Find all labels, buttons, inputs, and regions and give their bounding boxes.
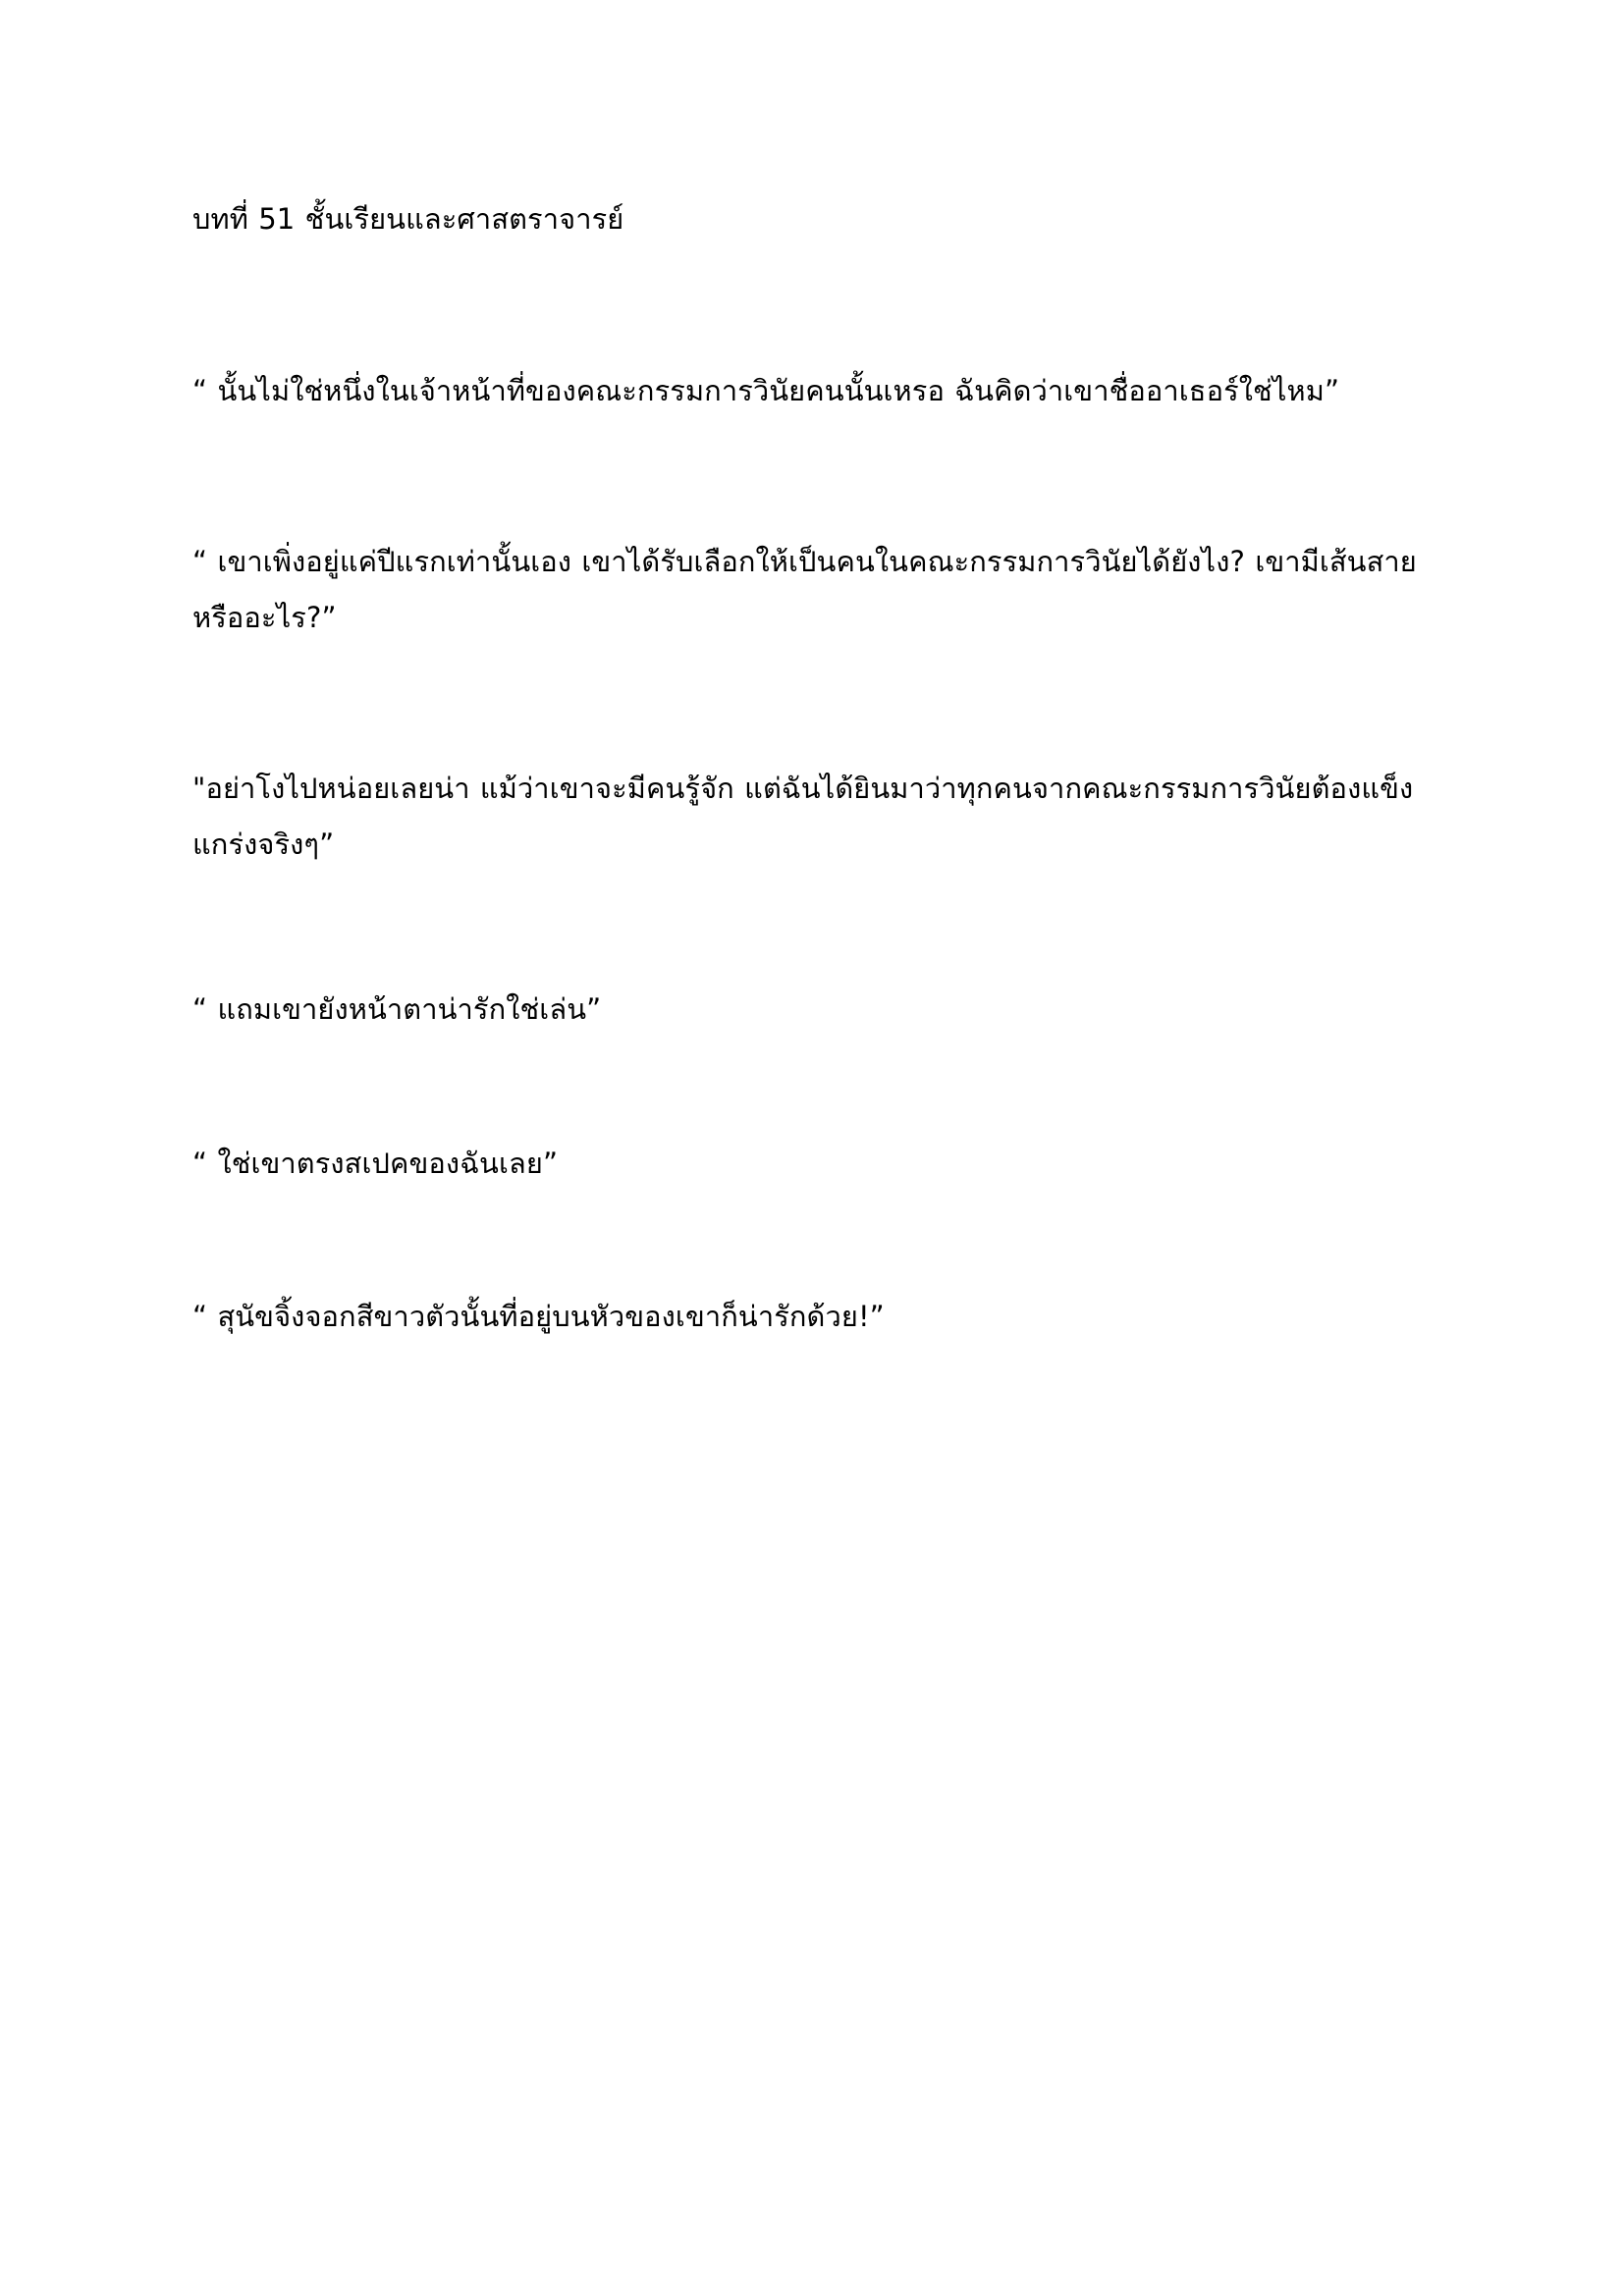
paragraph-2: “ เขาเพิ่งอยู่แค่ปีแรกเท่านั้นเอง เขาได้รับเลือกให้เป็นคนในคณะกรรมการวินัยได้ยังไง? เขามีเส้นสายหรืออะไร?” bbox=[192, 545, 1417, 634]
paragraph-spacer bbox=[192, 1191, 1428, 1289]
paragraph-spacer bbox=[192, 247, 1428, 363]
chapter-heading: บทที่ 51 ชั้นเรียนและศาสตราจารย์ bbox=[192, 202, 624, 236]
paragraph-4: “ แถมเขายังหน้าตาน่ารักใช่เล่น” bbox=[192, 992, 602, 1027]
document-body bbox=[192, 191, 1428, 1345]
paragraph-6: “ สุนัขจิ้งจอกสีขาวตัวนั้นที่อยู่บนหัวของเขาก็น่ารักด้วย!” bbox=[192, 1300, 885, 1334]
paragraph-1: “ นั้นไม่ใช่หนึ่งในเจ้าหน้าที่ของคณะกรรมการวินัยคนนั้นเหรอ ฉันคิดว่าเขาชื่ออาเธอร์ใช่ไหม” bbox=[192, 373, 1340, 407]
paragraph-5: “ ใช่เขาตรงสเปคของฉันเลย” bbox=[192, 1146, 559, 1180]
paragraph-3: "อย่าโงไปหน่อยเลยน่า แม้ว่าเขาจะมีคนรู้จัก แต่ฉันได้ยินมาว่าทุกคนจากคณะกรรมการวินัยต้องแข็งแกร่งจริงๆ” bbox=[192, 772, 1414, 861]
paragraph-spacer bbox=[192, 418, 1428, 534]
paragraph-spacer bbox=[192, 645, 1428, 761]
paragraph-spacer bbox=[192, 1038, 1428, 1136]
paragraph-spacer bbox=[192, 872, 1428, 982]
